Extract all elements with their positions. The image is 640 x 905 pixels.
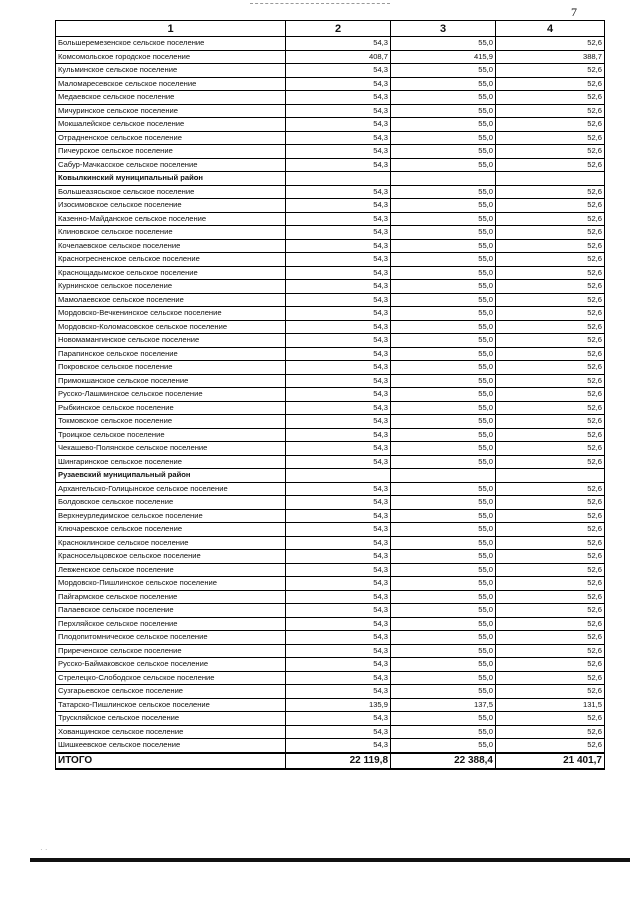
table-row bbox=[56, 347, 605, 361]
value-cell: 54,3 bbox=[286, 77, 391, 91]
table-row bbox=[56, 307, 605, 321]
value-cell: 52,6 bbox=[496, 131, 605, 145]
value-cell: 52,6 bbox=[496, 631, 605, 645]
settlement-name: Парапинское сельское поселение bbox=[56, 347, 286, 361]
settlement-name: Верхнеурледимское сельское поселение bbox=[56, 509, 286, 523]
value-cell: 54,3 bbox=[286, 617, 391, 631]
value-cell: 54,3 bbox=[286, 212, 391, 226]
value-cell: 55,0 bbox=[391, 158, 496, 172]
table-row bbox=[56, 280, 605, 294]
value-cell: 52,6 bbox=[496, 307, 605, 321]
value-cell: 52,6 bbox=[496, 658, 605, 672]
settlement-name: Токмовское сельское поселение bbox=[56, 415, 286, 429]
settlement-name: Кульминское сельское поселение bbox=[56, 64, 286, 78]
table-row bbox=[56, 401, 605, 415]
settlement-name: Изосимовское сельское поселение bbox=[56, 199, 286, 213]
settlement-name: Сабур-Мачкасское сельское поселение bbox=[56, 158, 286, 172]
value-cell: 55,0 bbox=[391, 658, 496, 672]
value-cell: 54,3 bbox=[286, 37, 391, 51]
value-cell: 55,0 bbox=[391, 442, 496, 456]
value-cell: 54,3 bbox=[286, 563, 391, 577]
value-cell: 52,6 bbox=[496, 64, 605, 78]
value-cell: 55,0 bbox=[391, 239, 496, 253]
value-cell: 52,6 bbox=[496, 509, 605, 523]
settlement-name: Мордовско-Пишлинское сельское поселение bbox=[56, 577, 286, 591]
value-cell: 52,6 bbox=[496, 428, 605, 442]
value-cell: 54,3 bbox=[286, 118, 391, 132]
empty-cell bbox=[286, 469, 391, 483]
value-cell: 55,0 bbox=[391, 523, 496, 537]
value-cell: 52,6 bbox=[496, 577, 605, 591]
empty-cell bbox=[496, 469, 605, 483]
page-number: 7 bbox=[571, 5, 577, 19]
table-row bbox=[56, 712, 605, 726]
value-cell: 52,6 bbox=[496, 725, 605, 739]
value-cell: 55,0 bbox=[391, 293, 496, 307]
table-row bbox=[56, 253, 605, 267]
value-cell: 54,3 bbox=[286, 253, 391, 267]
district-name: Рузаевский муниципальный район bbox=[56, 469, 286, 483]
value-cell: 55,0 bbox=[391, 509, 496, 523]
value-cell: 52,6 bbox=[496, 496, 605, 510]
value-cell: 52,6 bbox=[496, 523, 605, 537]
settlement-name: Приреченское сельское поселение bbox=[56, 644, 286, 658]
value-cell: 135,9 bbox=[286, 698, 391, 712]
table-row bbox=[56, 577, 605, 591]
value-cell: 55,0 bbox=[391, 77, 496, 91]
table-row bbox=[56, 536, 605, 550]
settlement-name: Красноклинское сельское поселение bbox=[56, 536, 286, 550]
value-cell: 55,0 bbox=[391, 671, 496, 685]
settlement-name: Отрадненское сельское поселение bbox=[56, 131, 286, 145]
value-cell: 55,0 bbox=[391, 131, 496, 145]
table-row bbox=[56, 482, 605, 496]
value-cell: 52,6 bbox=[496, 185, 605, 199]
settlement-name: Сузгарьевское сельское поселение bbox=[56, 685, 286, 699]
value-cell: 55,0 bbox=[391, 644, 496, 658]
column-header: 1 bbox=[56, 21, 286, 37]
table-row bbox=[56, 266, 605, 280]
district-name: Ковылкинский муниципальный район bbox=[56, 172, 286, 186]
value-cell: 54,3 bbox=[286, 91, 391, 105]
scan-edge-bar bbox=[30, 858, 630, 862]
settlement-name: Архангельско-Голицынское сельское поселение bbox=[56, 482, 286, 496]
settlement-name: Шингаринское сельское поселение bbox=[56, 455, 286, 469]
value-cell: 54,3 bbox=[286, 145, 391, 159]
table-row bbox=[56, 212, 605, 226]
value-cell: 54,3 bbox=[286, 509, 391, 523]
value-cell: 55,0 bbox=[391, 496, 496, 510]
district-row bbox=[56, 469, 605, 483]
column-header: 3 bbox=[391, 21, 496, 37]
value-cell: 52,6 bbox=[496, 739, 605, 753]
value-cell: 52,6 bbox=[496, 361, 605, 375]
settlement-name: Красносельцовское сельское поселение bbox=[56, 550, 286, 564]
value-cell: 55,0 bbox=[391, 739, 496, 753]
table-row bbox=[56, 239, 605, 253]
value-cell: 52,6 bbox=[496, 239, 605, 253]
value-cell: 54,3 bbox=[286, 266, 391, 280]
settlement-name: Примокшанское сельское поселение bbox=[56, 374, 286, 388]
table-row bbox=[56, 685, 605, 699]
table-row bbox=[56, 631, 605, 645]
settlement-name: Казенно-Майданское сельское поселение bbox=[56, 212, 286, 226]
value-cell: 52,6 bbox=[496, 617, 605, 631]
value-cell: 54,3 bbox=[286, 239, 391, 253]
value-cell: 52,6 bbox=[496, 91, 605, 105]
value-cell: 54,3 bbox=[286, 712, 391, 726]
value-cell: 52,6 bbox=[496, 685, 605, 699]
value-cell: 52,6 bbox=[496, 253, 605, 267]
value-cell: 55,0 bbox=[391, 482, 496, 496]
budget-table bbox=[55, 20, 605, 770]
value-cell: 415,9 bbox=[391, 50, 496, 64]
value-cell: 54,3 bbox=[286, 158, 391, 172]
value-cell: 55,0 bbox=[391, 374, 496, 388]
total-value: 22 388,4 bbox=[391, 753, 496, 769]
value-cell: 52,6 bbox=[496, 118, 605, 132]
settlement-name: Мичуринское сельское поселение bbox=[56, 104, 286, 118]
table-row bbox=[56, 590, 605, 604]
table-row bbox=[56, 415, 605, 429]
settlement-name: Большеазясьское сельское поселение bbox=[56, 185, 286, 199]
value-cell: 54,3 bbox=[286, 523, 391, 537]
value-cell: 54,3 bbox=[286, 347, 391, 361]
value-cell: 52,6 bbox=[496, 37, 605, 51]
value-cell: 55,0 bbox=[391, 590, 496, 604]
table-row bbox=[56, 361, 605, 375]
table-row bbox=[56, 509, 605, 523]
table-row bbox=[56, 77, 605, 91]
settlement-name: Трускляйское сельское поселение bbox=[56, 712, 286, 726]
value-cell: 54,3 bbox=[286, 185, 391, 199]
table-row bbox=[56, 563, 605, 577]
value-cell: 54,3 bbox=[286, 631, 391, 645]
value-cell: 52,6 bbox=[496, 563, 605, 577]
table-row bbox=[56, 158, 605, 172]
table-row bbox=[56, 523, 605, 537]
table-row bbox=[56, 658, 605, 672]
settlement-name: Шишкеевское сельское поселение bbox=[56, 739, 286, 753]
table-row bbox=[56, 442, 605, 456]
value-cell: 54,3 bbox=[286, 361, 391, 375]
scan-artifact-dots: · · bbox=[40, 845, 48, 854]
settlement-name: Болдовское сельское поселение bbox=[56, 496, 286, 510]
value-cell: 54,3 bbox=[286, 604, 391, 618]
value-cell: 54,3 bbox=[286, 685, 391, 699]
table-row bbox=[56, 185, 605, 199]
value-cell: 52,6 bbox=[496, 712, 605, 726]
value-cell: 55,0 bbox=[391, 712, 496, 726]
value-cell: 54,3 bbox=[286, 293, 391, 307]
settlement-name: Хованщинское сельское поселение bbox=[56, 725, 286, 739]
value-cell: 52,6 bbox=[496, 644, 605, 658]
settlement-name: Ключаревское сельское поселение bbox=[56, 523, 286, 537]
value-cell: 54,3 bbox=[286, 64, 391, 78]
settlement-name: Маломаресевское сельское поселение bbox=[56, 77, 286, 91]
settlement-name: Новомамангинское сельское поселение bbox=[56, 334, 286, 348]
value-cell: 408,7 bbox=[286, 50, 391, 64]
table-row bbox=[56, 698, 605, 712]
value-cell: 54,3 bbox=[286, 280, 391, 294]
value-cell: 55,0 bbox=[391, 604, 496, 618]
settlement-name: Татарско-Пишлинское сельское поселение bbox=[56, 698, 286, 712]
total-value: 21 401,7 bbox=[496, 753, 605, 769]
value-cell: 54,3 bbox=[286, 577, 391, 591]
value-cell: 55,0 bbox=[391, 617, 496, 631]
table-row bbox=[56, 118, 605, 132]
value-cell: 54,3 bbox=[286, 104, 391, 118]
value-cell: 55,0 bbox=[391, 118, 496, 132]
value-cell: 52,6 bbox=[496, 415, 605, 429]
empty-cell bbox=[496, 172, 605, 186]
value-cell: 54,3 bbox=[286, 388, 391, 402]
value-cell: 52,6 bbox=[496, 320, 605, 334]
settlement-name: Троицкое сельское поселение bbox=[56, 428, 286, 442]
value-cell: 54,3 bbox=[286, 455, 391, 469]
value-cell: 55,0 bbox=[391, 91, 496, 105]
total-value: 22 119,8 bbox=[286, 753, 391, 769]
table-row bbox=[56, 64, 605, 78]
settlement-name: Покровское сельское поселение bbox=[56, 361, 286, 375]
table-row bbox=[56, 604, 605, 618]
value-cell: 55,0 bbox=[391, 361, 496, 375]
column-header: 4 bbox=[496, 21, 605, 37]
value-cell: 55,0 bbox=[391, 685, 496, 699]
settlement-name: Клиновское сельское поселение bbox=[56, 226, 286, 240]
settlement-name: Мамолаевское сельское поселение bbox=[56, 293, 286, 307]
settlement-name: Медаевское сельское поселение bbox=[56, 91, 286, 105]
value-cell: 55,0 bbox=[391, 226, 496, 240]
value-cell: 55,0 bbox=[391, 104, 496, 118]
settlement-name: Мордовско-Вечкенинское сельское поселение bbox=[56, 307, 286, 321]
value-cell: 54,3 bbox=[286, 671, 391, 685]
value-cell: 55,0 bbox=[391, 320, 496, 334]
value-cell: 55,0 bbox=[391, 725, 496, 739]
table-row bbox=[56, 37, 605, 51]
value-cell: 55,0 bbox=[391, 212, 496, 226]
empty-cell bbox=[391, 469, 496, 483]
settlement-name: Стрелецко-Слободское сельское поселение bbox=[56, 671, 286, 685]
value-cell: 54,3 bbox=[286, 644, 391, 658]
table-row bbox=[56, 496, 605, 510]
value-cell: 54,3 bbox=[286, 550, 391, 564]
table-row bbox=[56, 644, 605, 658]
settlement-name: Русско-Лашминское сельское поселение bbox=[56, 388, 286, 402]
table-row bbox=[56, 320, 605, 334]
table-row bbox=[56, 388, 605, 402]
value-cell: 54,3 bbox=[286, 536, 391, 550]
value-cell: 52,6 bbox=[496, 226, 605, 240]
value-cell: 54,3 bbox=[286, 131, 391, 145]
value-cell: 54,3 bbox=[286, 226, 391, 240]
settlement-name: Плодопитомническое сельское поселение bbox=[56, 631, 286, 645]
empty-cell bbox=[391, 172, 496, 186]
table-row bbox=[56, 226, 605, 240]
value-cell: 52,6 bbox=[496, 671, 605, 685]
value-cell: 55,0 bbox=[391, 145, 496, 159]
value-cell: 54,3 bbox=[286, 199, 391, 213]
settlement-name: Чекашево-Полянское сельское поселение bbox=[56, 442, 286, 456]
value-cell: 52,6 bbox=[496, 550, 605, 564]
total-label: ИТОГО bbox=[56, 753, 286, 769]
value-cell: 54,3 bbox=[286, 725, 391, 739]
empty-cell bbox=[286, 172, 391, 186]
table-row bbox=[56, 374, 605, 388]
scan-artifact-line bbox=[250, 3, 390, 6]
table-row bbox=[56, 550, 605, 564]
value-cell: 52,6 bbox=[496, 442, 605, 456]
value-cell: 54,3 bbox=[286, 482, 391, 496]
value-cell: 54,3 bbox=[286, 307, 391, 321]
value-cell: 55,0 bbox=[391, 266, 496, 280]
settlement-name: Мордовско-Коломасовское сельское поселение bbox=[56, 320, 286, 334]
settlement-name: Русско-Баймаковское сельское поселение bbox=[56, 658, 286, 672]
value-cell: 55,0 bbox=[391, 253, 496, 267]
value-cell: 52,6 bbox=[496, 374, 605, 388]
table-row bbox=[56, 725, 605, 739]
value-cell: 52,6 bbox=[496, 266, 605, 280]
district-row bbox=[56, 172, 605, 186]
value-cell: 55,0 bbox=[391, 536, 496, 550]
value-cell: 52,6 bbox=[496, 77, 605, 91]
settlement-name: Красногресненское сельское поселение bbox=[56, 253, 286, 267]
settlement-name: Кочелаевское сельское поселение bbox=[56, 239, 286, 253]
value-cell: 55,0 bbox=[391, 199, 496, 213]
value-cell: 54,3 bbox=[286, 334, 391, 348]
table-row bbox=[56, 739, 605, 753]
table-row bbox=[56, 455, 605, 469]
table-row bbox=[56, 199, 605, 213]
value-cell: 52,6 bbox=[496, 455, 605, 469]
settlement-name: Комсомольское городское поселение bbox=[56, 50, 286, 64]
value-cell: 55,0 bbox=[391, 631, 496, 645]
value-cell: 52,6 bbox=[496, 388, 605, 402]
table-row bbox=[56, 617, 605, 631]
value-cell: 55,0 bbox=[391, 455, 496, 469]
value-cell: 54,3 bbox=[286, 415, 391, 429]
settlement-name: Рыбкинское сельское поселение bbox=[56, 401, 286, 415]
value-cell: 137,5 bbox=[391, 698, 496, 712]
value-cell: 54,3 bbox=[286, 496, 391, 510]
value-cell: 55,0 bbox=[391, 401, 496, 415]
value-cell: 55,0 bbox=[391, 428, 496, 442]
value-cell: 54,3 bbox=[286, 401, 391, 415]
value-cell: 52,6 bbox=[496, 604, 605, 618]
table-row bbox=[56, 104, 605, 118]
value-cell: 54,3 bbox=[286, 428, 391, 442]
table-row bbox=[56, 671, 605, 685]
value-cell: 52,6 bbox=[496, 590, 605, 604]
table-row bbox=[56, 91, 605, 105]
table-row bbox=[56, 293, 605, 307]
table-row bbox=[56, 145, 605, 159]
value-cell: 55,0 bbox=[391, 563, 496, 577]
value-cell: 54,3 bbox=[286, 739, 391, 753]
value-cell: 55,0 bbox=[391, 64, 496, 78]
value-cell: 54,3 bbox=[286, 590, 391, 604]
settlement-name: Курнинское сельское поселение bbox=[56, 280, 286, 294]
total-row bbox=[56, 753, 605, 769]
settlement-name: Краснощадымское сельское поселение bbox=[56, 266, 286, 280]
table-row bbox=[56, 428, 605, 442]
table-row bbox=[56, 50, 605, 64]
value-cell: 55,0 bbox=[391, 307, 496, 321]
settlement-name: Пайгармское сельское поселение bbox=[56, 590, 286, 604]
value-cell: 52,6 bbox=[496, 280, 605, 294]
value-cell: 55,0 bbox=[391, 280, 496, 294]
value-cell: 52,6 bbox=[496, 536, 605, 550]
value-cell: 55,0 bbox=[391, 577, 496, 591]
settlement-name: Большеремезенское сельское поселение bbox=[56, 37, 286, 51]
settlement-name: Пичеурское сельское поселение bbox=[56, 145, 286, 159]
value-cell: 52,6 bbox=[496, 104, 605, 118]
column-header: 2 bbox=[286, 21, 391, 37]
value-cell: 52,6 bbox=[496, 145, 605, 159]
value-cell: 55,0 bbox=[391, 185, 496, 199]
settlement-name: Левженское сельское поселение bbox=[56, 563, 286, 577]
value-cell: 55,0 bbox=[391, 347, 496, 361]
value-cell: 131,5 bbox=[496, 698, 605, 712]
table-row bbox=[56, 131, 605, 145]
table-row bbox=[56, 334, 605, 348]
value-cell: 388,7 bbox=[496, 50, 605, 64]
value-cell: 55,0 bbox=[391, 334, 496, 348]
value-cell: 54,3 bbox=[286, 320, 391, 334]
value-cell: 54,3 bbox=[286, 658, 391, 672]
settlement-name: Мокшалейское сельское поселение bbox=[56, 118, 286, 132]
value-cell: 52,6 bbox=[496, 293, 605, 307]
value-cell: 52,6 bbox=[496, 158, 605, 172]
value-cell: 52,6 bbox=[496, 401, 605, 415]
value-cell: 52,6 bbox=[496, 347, 605, 361]
value-cell: 55,0 bbox=[391, 388, 496, 402]
value-cell: 52,6 bbox=[496, 212, 605, 226]
settlement-name: Перхляйское сельское поселение bbox=[56, 617, 286, 631]
value-cell: 55,0 bbox=[391, 550, 496, 564]
settlement-name: Палаевское сельское поселение bbox=[56, 604, 286, 618]
value-cell: 52,6 bbox=[496, 199, 605, 213]
value-cell: 54,3 bbox=[286, 442, 391, 456]
table-body bbox=[56, 37, 605, 753]
value-cell: 52,6 bbox=[496, 334, 605, 348]
value-cell: 54,3 bbox=[286, 374, 391, 388]
value-cell: 55,0 bbox=[391, 415, 496, 429]
value-cell: 52,6 bbox=[496, 482, 605, 496]
value-cell: 55,0 bbox=[391, 37, 496, 51]
header-row bbox=[56, 21, 605, 37]
